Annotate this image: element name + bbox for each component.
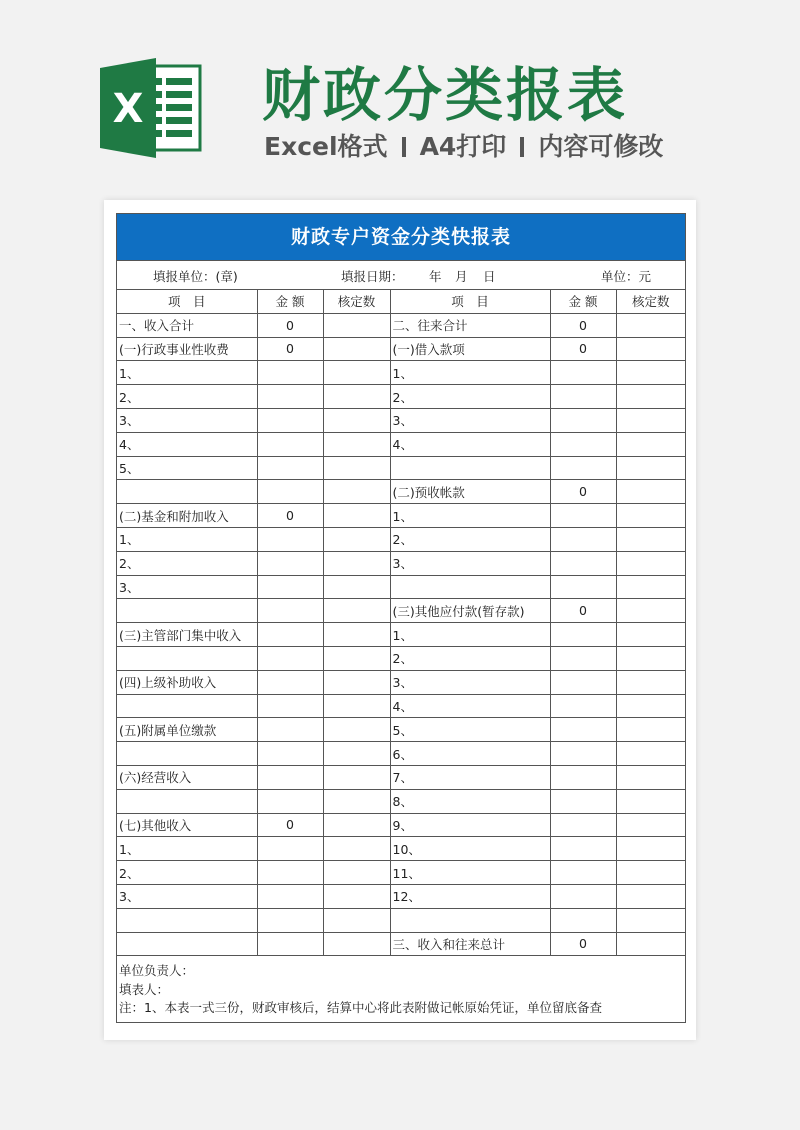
item-cell[interactable]: 11、 — [390, 861, 550, 885]
amount-cell[interactable] — [550, 623, 616, 647]
amount-cell[interactable] — [257, 480, 323, 504]
item-cell[interactable]: (三)主管部门集中收入 — [117, 623, 257, 647]
table-row — [117, 337, 685, 361]
approved-cell[interactable] — [323, 837, 390, 861]
item-cell[interactable] — [390, 456, 550, 480]
table-row — [117, 456, 685, 480]
report-table — [117, 289, 685, 955]
amount-cell[interactable] — [550, 646, 616, 670]
item-cell[interactable]: 2、 — [390, 385, 550, 409]
item-cell[interactable]: (六)经营收入 — [117, 765, 257, 789]
amount-cell[interactable]: 0 — [550, 337, 616, 361]
approved-cell[interactable] — [323, 527, 390, 551]
approved-cell[interactable] — [616, 408, 685, 432]
amount-cell[interactable]: 0 — [550, 599, 616, 623]
amount-cell[interactable] — [257, 575, 323, 599]
item-cell[interactable]: 3、 — [117, 408, 257, 432]
amount-cell[interactable] — [257, 789, 323, 813]
item-cell[interactable]: 5、 — [117, 456, 257, 480]
amount-cell[interactable] — [257, 551, 323, 575]
table-row — [117, 480, 685, 504]
amount-cell[interactable] — [550, 575, 616, 599]
header-cell: 项 目 — [117, 290, 257, 314]
amount-cell[interactable] — [550, 551, 616, 575]
svg-text:X: X — [112, 86, 144, 132]
item-cell[interactable]: 3、 — [390, 670, 550, 694]
table-row — [117, 765, 685, 789]
approved-cell[interactable] — [616, 813, 685, 837]
amount-cell[interactable] — [257, 837, 323, 861]
item-cell[interactable]: 三、收入和往来总计 — [390, 932, 550, 955]
approved-cell[interactable] — [616, 718, 685, 742]
approved-cell[interactable] — [616, 337, 685, 361]
table-row — [117, 385, 685, 409]
table-row — [117, 551, 685, 575]
item-cell[interactable]: (四)上级补助收入 — [117, 670, 257, 694]
item-cell[interactable]: 9、 — [390, 813, 550, 837]
approved-cell[interactable] — [323, 789, 390, 813]
item-cell[interactable]: 2、 — [390, 527, 550, 551]
table-row — [117, 694, 685, 718]
amount-cell[interactable]: 0 — [257, 813, 323, 837]
info-row — [117, 260, 685, 289]
table-row — [117, 313, 685, 337]
table-row — [117, 504, 685, 528]
item-cell[interactable]: 10、 — [390, 837, 550, 861]
item-cell[interactable]: 1、 — [390, 504, 550, 528]
approved-cell[interactable] — [323, 813, 390, 837]
item-cell[interactable] — [117, 694, 257, 718]
amount-cell[interactable] — [257, 694, 323, 718]
amount-cell[interactable]: 0 — [257, 313, 323, 337]
table-row — [117, 432, 685, 456]
amount-cell[interactable] — [550, 837, 616, 861]
item-cell[interactable]: (七)其他收入 — [117, 813, 257, 837]
approved-cell[interactable] — [616, 670, 685, 694]
item-cell[interactable]: 1、 — [390, 361, 550, 385]
item-cell[interactable]: 8、 — [390, 789, 550, 813]
item-cell[interactable] — [390, 908, 550, 932]
amount-cell[interactable]: 0 — [550, 932, 616, 955]
table-row — [117, 670, 685, 694]
amount-cell[interactable] — [257, 646, 323, 670]
item-cell[interactable]: 4、 — [390, 694, 550, 718]
amount-cell[interactable] — [550, 527, 616, 551]
approved-cell[interactable] — [616, 884, 685, 908]
sheet-title: 财政专户资金分类快报表 — [117, 214, 685, 260]
approved-cell[interactable] — [616, 908, 685, 932]
item-cell[interactable]: 4、 — [117, 432, 257, 456]
amount-cell[interactable] — [550, 385, 616, 409]
separator-bar — [520, 137, 524, 157]
approved-cell[interactable] — [323, 551, 390, 575]
unit-label: 填报单位：(章) — [153, 269, 238, 284]
feature-format: Excel格式 — [264, 132, 388, 161]
item-cell[interactable]: (一)行政事业性收费 — [117, 337, 257, 361]
approved-cell[interactable] — [616, 646, 685, 670]
approved-cell[interactable] — [616, 932, 685, 955]
item-cell[interactable]: 4、 — [390, 432, 550, 456]
amount-cell[interactable] — [257, 408, 323, 432]
approved-cell[interactable] — [323, 908, 390, 932]
item-cell[interactable] — [117, 646, 257, 670]
amount-cell[interactable] — [550, 718, 616, 742]
item-cell[interactable] — [117, 599, 257, 623]
item-cell[interactable]: 2、 — [390, 646, 550, 670]
item-cell[interactable]: (三)其他应付款(暂存款) — [390, 599, 550, 623]
table-row — [117, 861, 685, 885]
header-cell: 核定数 — [616, 290, 685, 314]
header-cell: 金 额 — [257, 290, 323, 314]
amount-cell[interactable] — [257, 884, 323, 908]
item-cell[interactable]: (一)借入款项 — [390, 337, 550, 361]
table-row — [117, 932, 685, 955]
approved-cell[interactable] — [323, 408, 390, 432]
table-row — [117, 599, 685, 623]
amount-cell[interactable] — [550, 884, 616, 908]
approved-cell[interactable] — [323, 456, 390, 480]
amount-cell[interactable] — [550, 670, 616, 694]
amount-cell[interactable] — [550, 456, 616, 480]
document-page — [104, 200, 696, 1040]
item-cell[interactable]: 3、 — [390, 551, 550, 575]
header-cell: 核定数 — [323, 290, 390, 314]
item-cell[interactable]: (二)基金和附加收入 — [117, 504, 257, 528]
approved-cell[interactable] — [323, 599, 390, 623]
responsible-person-label: 单位负责人： — [119, 963, 195, 979]
approved-cell[interactable] — [616, 837, 685, 861]
amount-cell[interactable] — [550, 813, 616, 837]
table-row — [117, 742, 685, 766]
item-cell[interactable]: 3、 — [117, 575, 257, 599]
approved-cell[interactable] — [616, 575, 685, 599]
amount-cell[interactable] — [257, 765, 323, 789]
approved-cell[interactable] — [323, 480, 390, 504]
item-cell[interactable]: (二)预收帐款 — [390, 480, 550, 504]
amount-cell[interactable] — [257, 456, 323, 480]
date-label: 填报日期： — [341, 269, 404, 284]
amount-cell[interactable]: 0 — [550, 313, 616, 337]
amount-cell[interactable] — [550, 765, 616, 789]
page-title: 财政分类报表 — [262, 61, 629, 129]
approved-cell[interactable] — [616, 313, 685, 337]
approved-cell[interactable] — [323, 623, 390, 647]
approved-cell[interactable] — [616, 527, 685, 551]
item-cell[interactable]: (五)附属单位缴款 — [117, 718, 257, 742]
report-sheet — [116, 213, 686, 1023]
approved-cell[interactable] — [616, 742, 685, 766]
item-cell[interactable] — [117, 932, 257, 955]
item-cell[interactable]: 7、 — [390, 765, 550, 789]
year-label: 年 — [429, 269, 442, 284]
item-cell[interactable]: 1、 — [117, 837, 257, 861]
amount-cell[interactable] — [550, 361, 616, 385]
feature-print: A4打印 — [419, 132, 507, 161]
item-cell[interactable]: 1、 — [117, 527, 257, 551]
approved-cell[interactable] — [616, 789, 685, 813]
approved-cell[interactable] — [616, 480, 685, 504]
approved-cell[interactable] — [616, 599, 685, 623]
amount-cell[interactable] — [257, 908, 323, 932]
feature-subtitle — [264, 127, 663, 163]
preparer-label: 填表人： — [119, 981, 170, 997]
amount-cell[interactable] — [550, 694, 616, 718]
approved-cell[interactable] — [323, 361, 390, 385]
table-row — [117, 789, 685, 813]
header-cell: 金 额 — [550, 290, 616, 314]
table-row — [117, 908, 685, 932]
sheet-footer — [117, 955, 685, 1022]
approved-cell[interactable] — [323, 385, 390, 409]
currency-label: 单位：元 — [601, 269, 652, 284]
item-cell[interactable]: 1、 — [117, 361, 257, 385]
amount-cell[interactable] — [257, 527, 323, 551]
table-row — [117, 813, 685, 837]
item-cell[interactable]: 3、 — [390, 408, 550, 432]
month-label: 月 — [455, 269, 468, 284]
table-row — [117, 408, 685, 432]
item-cell[interactable]: 2、 — [117, 861, 257, 885]
amount-cell[interactable]: 0 — [257, 337, 323, 361]
feature-editable: 内容可修改 — [538, 132, 664, 161]
amount-cell[interactable]: 0 — [257, 504, 323, 528]
note-text: 注：1、本表一式三份，财政审核后，结算中心将此表附做记帐原始凭证，单位留底备查 — [119, 1000, 602, 1016]
item-cell[interactable]: 二、往来合计 — [390, 313, 550, 337]
table-row — [117, 527, 685, 551]
item-cell[interactable] — [117, 789, 257, 813]
header-cell: 项 目 — [390, 290, 550, 314]
item-cell[interactable]: 1、 — [390, 623, 550, 647]
approved-cell[interactable] — [323, 670, 390, 694]
item-cell[interactable]: 6、 — [390, 742, 550, 766]
item-cell[interactable] — [117, 742, 257, 766]
item-cell[interactable]: 2、 — [117, 385, 257, 409]
separator-bar — [402, 137, 406, 157]
approved-cell[interactable] — [323, 765, 390, 789]
approved-cell[interactable] — [616, 694, 685, 718]
item-cell[interactable]: 3、 — [117, 884, 257, 908]
amount-cell[interactable] — [257, 718, 323, 742]
table-row — [117, 884, 685, 908]
excel-logo-icon — [100, 58, 204, 158]
amount-cell[interactable] — [257, 742, 323, 766]
amount-cell[interactable] — [257, 361, 323, 385]
table-row — [117, 718, 685, 742]
table-row — [117, 623, 685, 647]
amount-cell[interactable] — [550, 432, 616, 456]
amount-cell[interactable]: 0 — [550, 480, 616, 504]
approved-cell[interactable] — [616, 765, 685, 789]
approved-cell[interactable] — [616, 385, 685, 409]
approved-cell[interactable] — [323, 504, 390, 528]
item-cell[interactable] — [390, 575, 550, 599]
approved-cell[interactable] — [616, 551, 685, 575]
amount-cell[interactable] — [257, 670, 323, 694]
approved-cell[interactable] — [616, 432, 685, 456]
amount-cell[interactable] — [257, 932, 323, 955]
amount-cell[interactable] — [550, 742, 616, 766]
table-header-row — [117, 290, 685, 314]
item-cell[interactable]: 12、 — [390, 884, 550, 908]
amount-cell[interactable] — [257, 623, 323, 647]
table-row — [117, 837, 685, 861]
table-row — [117, 361, 685, 385]
approved-cell[interactable] — [616, 623, 685, 647]
approved-cell[interactable] — [323, 646, 390, 670]
amount-cell[interactable] — [550, 408, 616, 432]
approved-cell[interactable] — [323, 432, 390, 456]
approved-cell[interactable] — [616, 504, 685, 528]
approved-cell[interactable] — [616, 861, 685, 885]
amount-cell[interactable] — [550, 908, 616, 932]
approved-cell[interactable] — [616, 361, 685, 385]
approved-cell[interactable] — [323, 718, 390, 742]
table-row — [117, 646, 685, 670]
amount-cell[interactable] — [257, 599, 323, 623]
item-cell[interactable] — [117, 908, 257, 932]
approved-cell[interactable] — [616, 456, 685, 480]
approved-cell[interactable] — [323, 861, 390, 885]
amount-cell[interactable] — [550, 504, 616, 528]
item-cell[interactable]: 一、收入合计 — [117, 313, 257, 337]
amount-cell[interactable] — [550, 789, 616, 813]
approved-cell[interactable] — [323, 694, 390, 718]
item-cell[interactable]: 5、 — [390, 718, 550, 742]
amount-cell[interactable] — [257, 385, 323, 409]
approved-cell[interactable] — [323, 575, 390, 599]
approved-cell[interactable] — [323, 313, 390, 337]
approved-cell[interactable] — [323, 932, 390, 955]
amount-cell[interactable] — [257, 861, 323, 885]
item-cell[interactable]: 2、 — [117, 551, 257, 575]
table-row — [117, 575, 685, 599]
item-cell[interactable] — [117, 480, 257, 504]
day-label: 日 — [483, 269, 496, 284]
approved-cell[interactable] — [323, 337, 390, 361]
approved-cell[interactable] — [323, 742, 390, 766]
amount-cell[interactable] — [550, 861, 616, 885]
amount-cell[interactable] — [257, 432, 323, 456]
approved-cell[interactable] — [323, 884, 390, 908]
